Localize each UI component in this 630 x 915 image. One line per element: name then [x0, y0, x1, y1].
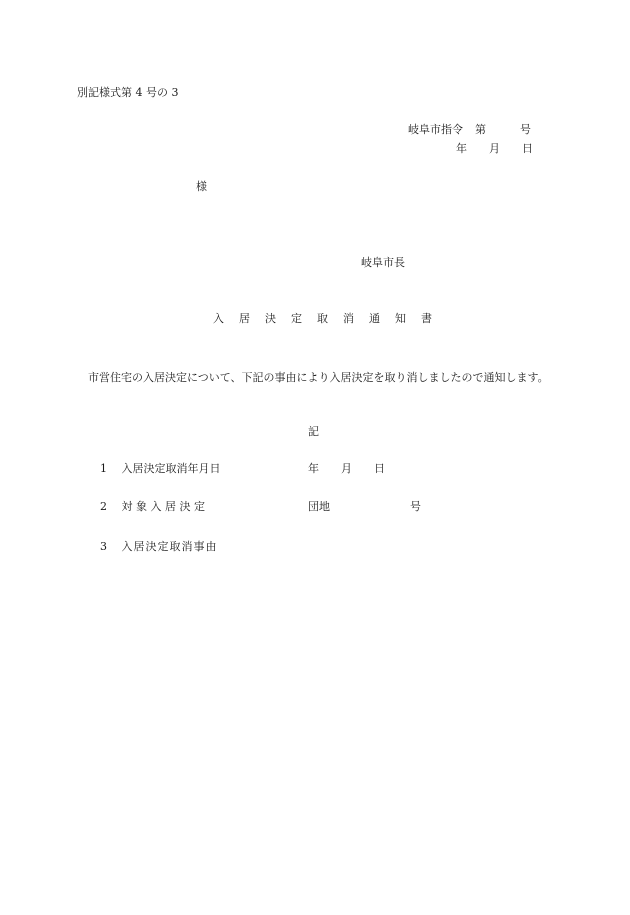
title-char: 定: [291, 312, 303, 325]
item-value-month: 月: [341, 462, 352, 475]
item-label: 入居決定取消事由: [121, 540, 218, 553]
date-year: 年: [456, 142, 467, 155]
item-value-go: 号: [410, 500, 421, 513]
item-label: 入居決定取消年月日: [121, 462, 221, 475]
list-item: [100, 500, 421, 513]
item-number: 1: [100, 462, 107, 475]
form-number: 別記様式第 4 号の 3: [77, 86, 179, 99]
date-month: 月: [489, 142, 500, 155]
title-char: 居: [239, 312, 251, 325]
title-char: 消: [343, 312, 355, 325]
order-dai: 第: [475, 123, 486, 136]
item-value: [308, 501, 421, 512]
item-value-day: 日: [374, 462, 385, 475]
title-char: 取: [317, 312, 329, 325]
title-char: 決: [265, 312, 277, 325]
title-char: 入: [213, 312, 225, 325]
item-value-year: 年: [308, 462, 319, 475]
title-char: 通: [369, 312, 381, 325]
order-prefix: 岐阜市指令: [408, 123, 463, 136]
issuer-name: 岐阜市長: [361, 256, 405, 269]
body-paragraph: 市営住宅の入居決定について、下記の事由により入居決定を取り消しましたので通知します。: [88, 371, 549, 384]
item-number: 3: [100, 540, 107, 553]
list-item: [100, 462, 385, 475]
ki-heading: 記: [308, 425, 319, 438]
order-number-line: [408, 124, 531, 135]
order-go: 号: [520, 123, 531, 136]
item-value: [308, 463, 385, 474]
title-char: 書: [421, 312, 433, 325]
item-label: 対 象 入 居 決 定: [121, 500, 205, 513]
title-char: 知: [395, 312, 407, 325]
list-item: [100, 541, 218, 552]
recipient-suffix: 様: [196, 180, 207, 193]
date-line: [456, 143, 533, 154]
date-day: 日: [522, 142, 533, 155]
item-number: 2: [100, 500, 107, 513]
document-title: [213, 313, 433, 324]
item-value-danchi: 団地: [308, 500, 330, 513]
